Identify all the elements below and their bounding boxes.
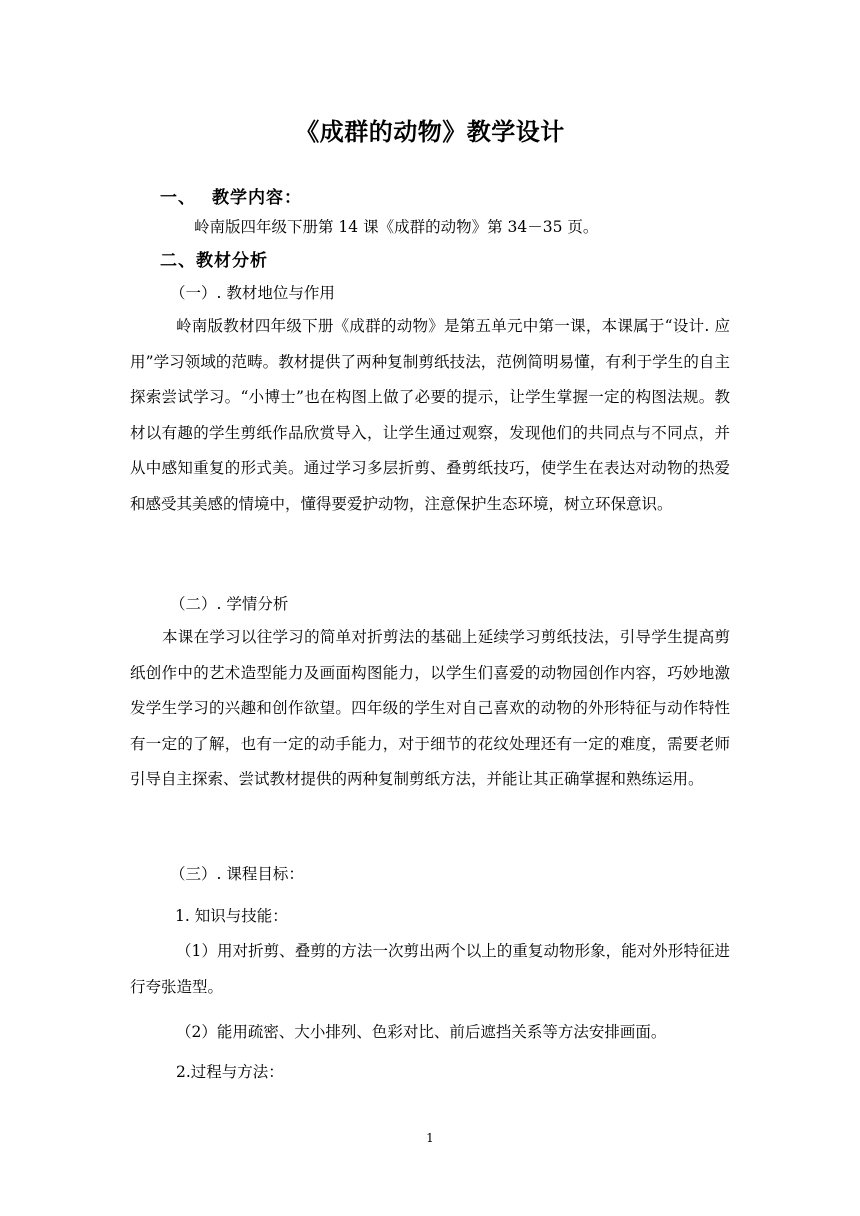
subsection-2-heading: （二）. 学情分析 bbox=[170, 595, 289, 613]
objective-1-heading: 1. 知识与技能： bbox=[175, 907, 288, 925]
subsection-2-paragraph: 本课在学习以往学习的简单对折剪法的基础上延续学习剪纸技法，引导学生提高剪纸创作中的艺术造型能力及画面构图能力，以学生们喜爱的动物园创作内容，巧妙地激发学生学习的兴趣和创作欲望。四年级的学生对自己喜欢的动物的外形特征与动作特性有一定的了解，也有一定的动手能力，对于细节的花纹处理还有一定的难度，需要老师引导自主探索、尝试教材提供的两种复制剪纸方法，并能让其正确掌握和熟练运用。 bbox=[130, 628, 730, 789]
objective-1-point-1: （1）用对折剪、叠剪的方法一次剪出两个以上的重复动物形象，能对外形特征进行夸张造型。 bbox=[130, 942, 730, 996]
section-1-content: 岭南版四年级下册第 14 课《成群的动物》第 34－35 页。 bbox=[194, 218, 599, 236]
section-1-number: 一、 bbox=[160, 188, 196, 208]
subsection-1-paragraph: 岭南版教材四年级下册《成群的动物》是第五单元中第一课，本课属于“设计. 应用”学习领域的范畴。教材提供了两种复制剪纸技法，范例简明易懂，有利于学生的自主探索尝试学习。“小博士”也在构图上做了必要的提示，让学生掌握一定的构图法规。教材以有趣的学生剪纸作品欣赏导入，让学生通过观察，发现他们的共同点与不同点，并从中感知重复的形式美。通过学习多层折剪、叠剪纸技巧，使学生在表达对动物的热爱和感受其美感的情境中，懂得要爱护动物，注意保护生态环境，树立环保意识。 bbox=[130, 317, 730, 513]
section-2-heading: 二、教材分析 bbox=[160, 251, 268, 271]
section-1-heading: 教学内容： bbox=[212, 188, 302, 208]
document-title: 《成群的动物》教学设计 bbox=[295, 118, 565, 146]
objective-1-point-2: （2）能用疏密、大小排列、色彩对比、前后遮挡关系等方法安排画面。 bbox=[176, 1023, 667, 1041]
page-number: 1 bbox=[426, 1131, 434, 1145]
subsection-3-heading: （三）. 课程目标： bbox=[170, 865, 304, 883]
objective-2-heading: 2.过程与方法： bbox=[176, 1063, 284, 1081]
subsection-1-heading: （一）. 教材地位与作用 bbox=[170, 284, 335, 302]
